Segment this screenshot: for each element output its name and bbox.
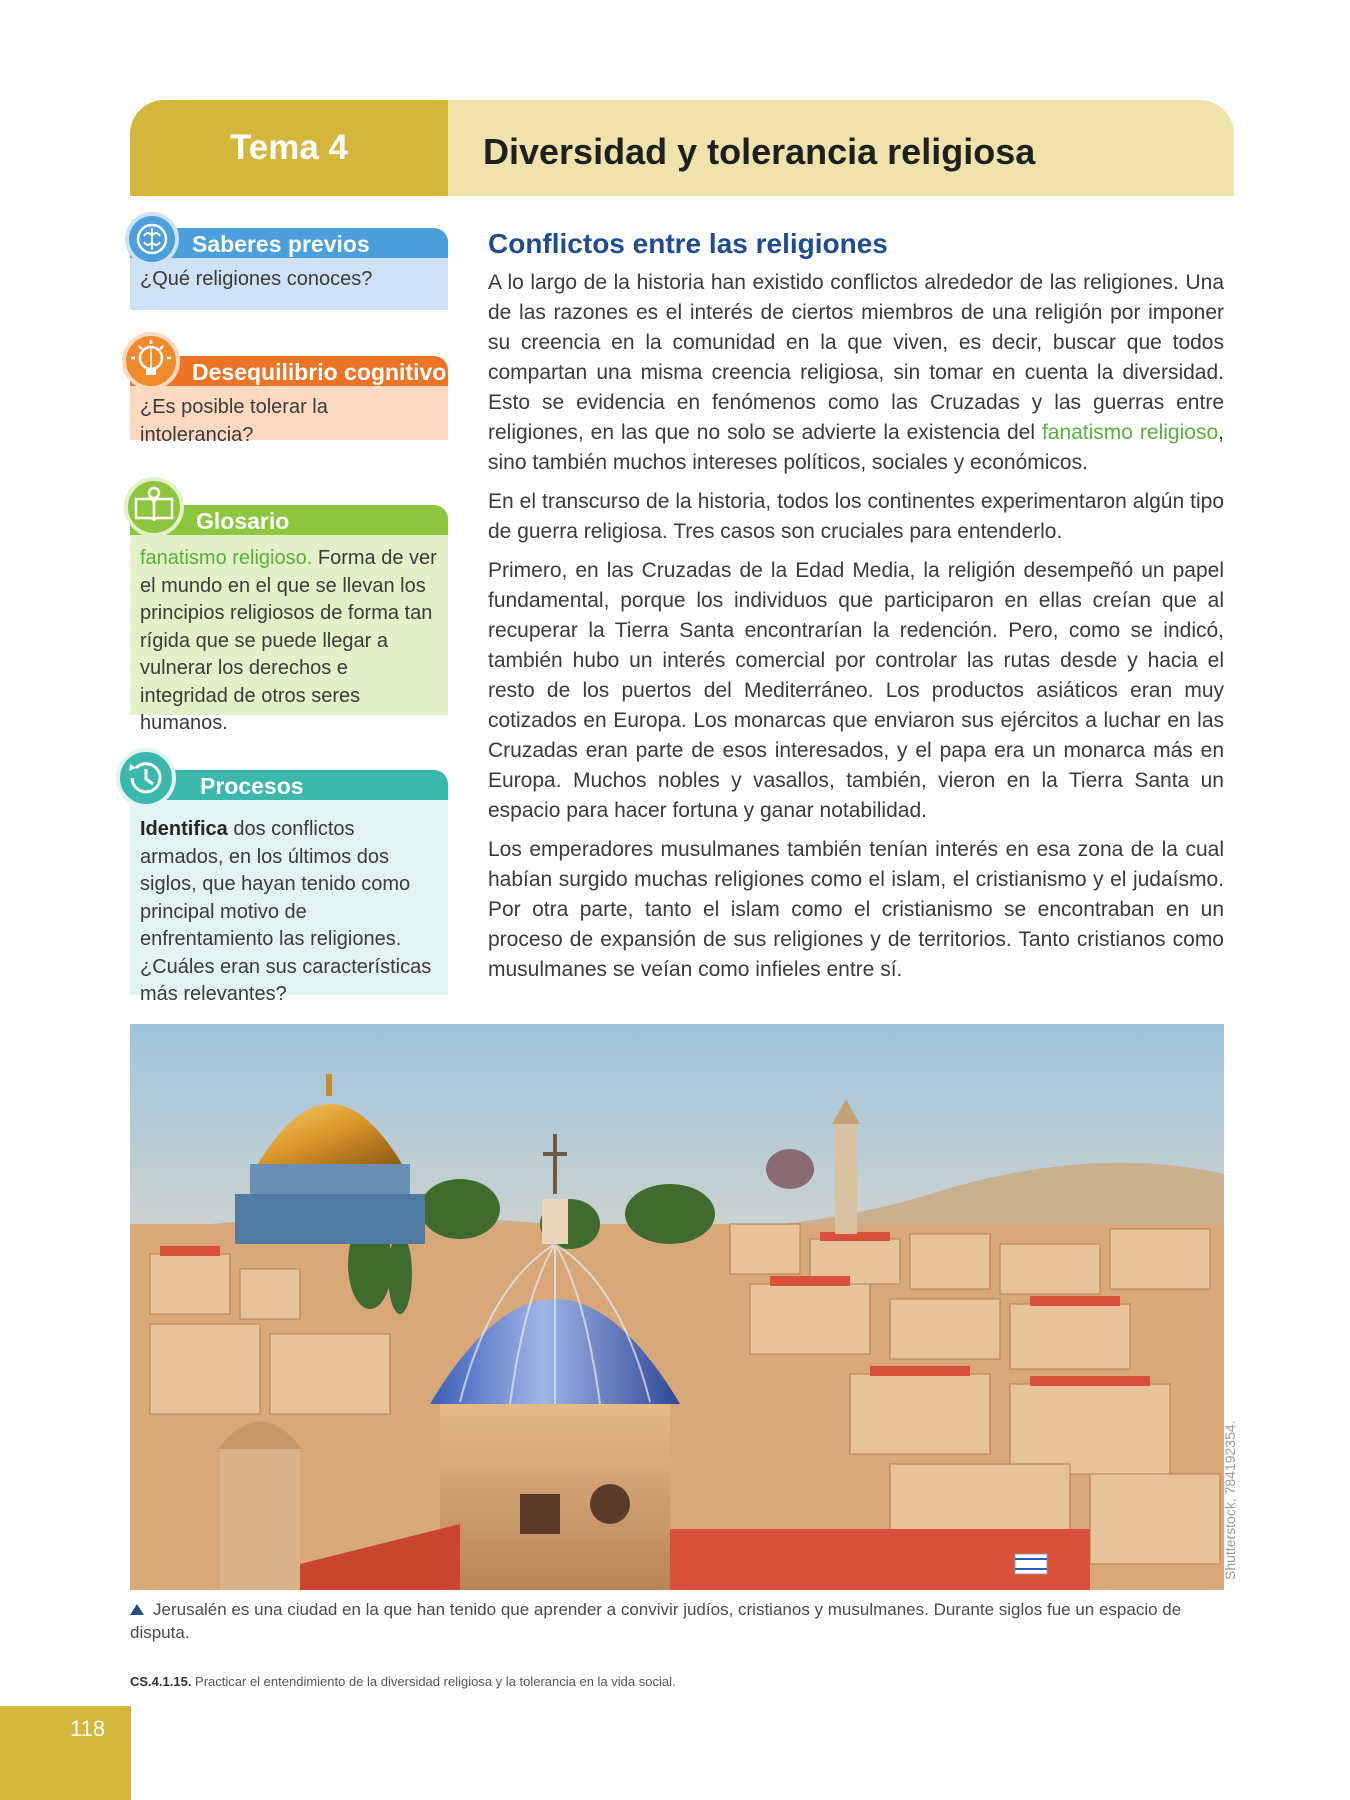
brain-icon [125, 212, 179, 266]
paragraph-1 [488, 268, 1224, 478]
page-number-tab [0, 1706, 131, 1800]
page-number: 118 [70, 1716, 106, 1741]
paragraph-2: En el transcurso de la historia, todos los continentes experimentaron algún tipo de guerra religiosa. Tres casos son cruciales para entenderlo. [488, 490, 1224, 543]
paragraph-1-text: A lo largo de la historia han existido conflictos alrededor de las religiones. Una de las razones es el interés de ciertos miembros de una religión por imponer su creencia en la comunidad en la que viven, es decir, buscar que todos compartan una misma creencia religiosa, sin tomar en cuenta la diversidad. Esto se evidencia en fenómenos como las Cruzadas y las guerras entre religiones, en las que no solo se advierte la existencia del [488, 271, 1224, 444]
main-content [488, 228, 1224, 985]
procesos-verb: Identifica [140, 818, 228, 840]
saberes-previos-text: ¿Qué religiones conoces? [130, 258, 448, 310]
glosario-term: fanatismo religioso. [140, 547, 313, 569]
glossary-term-link: fanatismo religioso [1041, 421, 1219, 444]
procesos-instructions: dos conflictos armados, en los últimos dos siglos, que hayan tenido como principal motivo de enfrentamiento las religiones. ¿Cuáles eran sus características más relevantes? [140, 818, 432, 1005]
curriculum-skill [130, 1674, 676, 1689]
tema-label: Tema 4 [229, 128, 349, 167]
tema-band [130, 100, 448, 196]
skill-text: Practicar el entendimiento de la diversidad religiosa y la tolerancia en la vida social. [191, 1674, 676, 1689]
photo-credit: Shutterstock, 784192354. [1222, 1420, 1238, 1580]
desequilibrio-cognitivo-text: ¿Es posible tolerar la intolerancia? [130, 386, 448, 440]
glosario-definition: Forma de ver el mundo en el que se llevan los principios religiosos de forma tan rígida que se puede llegar a vulnerar los derechos e integridad de otros seres humanos. [140, 547, 437, 734]
procesos-title: Procesos [130, 770, 448, 800]
glosario-entry [130, 535, 448, 734]
desequilibrio-cognitivo-box [130, 356, 448, 446]
procesos-text [130, 800, 448, 1005]
skill-code: CS.4.1.15. [130, 1674, 192, 1689]
book-icon [124, 477, 184, 537]
paragraph-4: Los emperadores musulmanes también tenían interés en esa zona de la cual habían surgido muchas religiones como el islam, el cristianismo y el judaísmo. Por otra parte, tanto el islam como el cristianismo se encontraban en un proceso de expansión de sus religiones y de territorios. Tanto cristianos como musulmanes se veían como infieles entre sí. [488, 838, 1224, 981]
desequilibrio-cognitivo-title: Desequilibrio cognitivo [130, 356, 448, 386]
paragraph-1-text-end: , sino también muchos intereses políticos, sociales y económicos. [488, 421, 1224, 474]
procesos-box [130, 770, 448, 1005]
chapter-header [130, 100, 1234, 196]
photo-caption [130, 1598, 1205, 1644]
glosario-title: Glosario [130, 505, 448, 535]
saberes-previos-title: Saberes previos [130, 228, 448, 258]
section-title: Conflictos entre las religiones [488, 228, 888, 259]
paragraph-3: Primero, en las Cruzadas de la Edad Media, la religión desempeñó un papel fundamental, porque los individuos que participaron en ellas creían que al recuperar la Tierra Santa encontrarían la redención. Pero, como se indicó, también hubo un interés comercial por controlar las rutas desde y hacia el resto de los puertos del Mediterráneo. Los productos asiáticos eran muy cotizados en Europa. Los monarcas que enviaron sus ejércitos a luchar en las Cruzadas eran parte de esos interesados, y el papa era un monarca más en Europa. Muchos nobles y vasallos, también, vieron en la Tierra Santa un espacio para hacer fortuna y ganar notabilidad. [488, 559, 1224, 822]
glosario-box [130, 505, 448, 734]
caption-triangle-icon [130, 1604, 144, 1615]
jerusalem-photo [130, 1024, 1224, 1590]
lightbulb-brain-icon [122, 332, 180, 390]
saberes-previos-box [130, 228, 448, 310]
history-clock-icon [116, 748, 176, 808]
title-band [448, 100, 1234, 196]
caption-text: Jerusalén es una ciudad en la que han tenido que aprender a convivir judíos, cristianos y musulmanes. Durante siglos fue un espacio de disputa. [130, 1600, 1182, 1642]
chapter-title: Diversidad y tolerancia religiosa [483, 131, 1036, 172]
